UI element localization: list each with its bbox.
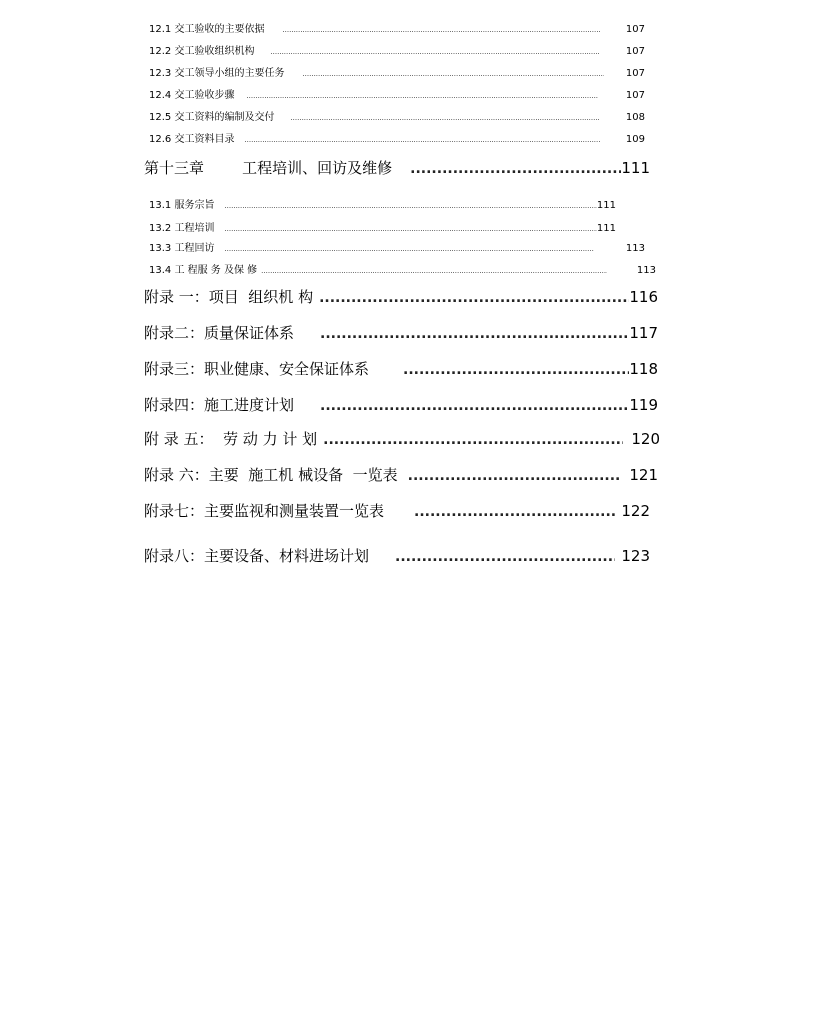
toc-leader-dots: [282, 26, 599, 34]
toc-appendix-2[interactable]: [144, 322, 658, 343]
toc-entry-12-6[interactable]: [149, 130, 645, 145]
toc-entry-12-1[interactable]: [149, 20, 645, 35]
toc-leader-dots: [224, 245, 593, 253]
toc-entry-13-1[interactable]: [149, 196, 616, 211]
toc-page-number: 122: [621, 502, 650, 520]
toc-page-number: 120: [631, 430, 660, 448]
toc-appendix-7[interactable]: [144, 500, 650, 521]
toc-leader-dots: [414, 504, 615, 520]
toc-leader-dots: [323, 432, 623, 448]
toc-leader-dots: [290, 114, 599, 122]
toc-appendix-4[interactable]: [144, 394, 658, 415]
toc-leader-dots: [319, 290, 629, 306]
toc-leader-dots: [410, 161, 621, 177]
toc-entry-12-3[interactable]: [149, 64, 645, 79]
toc-page-number: 107: [625, 90, 645, 101]
toc-appendix-6[interactable]: [144, 464, 658, 485]
toc-appendix-5[interactable]: [144, 428, 660, 449]
toc-appendix-label: 附录二：质量保证体系: [144, 324, 295, 342]
toc-appendix-label: 附录四：施工进度计划: [144, 396, 295, 414]
toc-appendix-label: 附录 一：项目 组织机 构: [144, 288, 314, 306]
toc-entry-12-4[interactable]: [149, 86, 645, 101]
toc-page-number: 111: [596, 223, 616, 234]
toc-appendix-label: 附录 六：主要 施工机 械设备 一览表: [144, 466, 398, 484]
toc-page-number: 117: [629, 324, 658, 342]
toc-entry-label: 12.6 交工资料目录: [149, 134, 235, 145]
toc-page-number: 109: [625, 134, 645, 145]
toc-entry-label: 12.4 交工验收步骤: [149, 90, 235, 101]
toc-page-number: 123: [621, 547, 650, 565]
toc-entry-label: 12.1 交工验收的主要依据: [149, 24, 265, 35]
toc-leader-dots: [270, 48, 599, 56]
toc-leader-dots: [246, 92, 597, 100]
toc-entry-label: 12.3 交工领导小组的主要任务: [149, 68, 285, 79]
toc-appendix-1[interactable]: [144, 286, 658, 307]
toc-page-number: 107: [625, 46, 645, 57]
toc-appendix-3[interactable]: [144, 358, 658, 379]
toc-page-number: 107: [625, 24, 645, 35]
toc-appendix-label: 附 录 五： 劳 动 力 计 划: [144, 430, 318, 448]
toc-entry-12-5[interactable]: [149, 108, 645, 123]
toc-entry-label: 13.1 服务宗旨: [149, 200, 215, 211]
toc-leader-dots: [244, 136, 599, 144]
toc-page-number: 108: [625, 112, 645, 123]
toc-leader-dots: [320, 398, 629, 414]
toc-page-number: 111: [621, 159, 650, 177]
toc-entry-13-4[interactable]: [149, 261, 656, 276]
toc-leader-dots: [261, 267, 607, 275]
toc-entry-13-3[interactable]: [149, 239, 645, 254]
toc-page-number: 113: [625, 243, 645, 254]
toc-page-number: 107: [625, 68, 645, 79]
toc-page-number: 119: [629, 396, 658, 414]
toc-chapter-label: 第十三章 工程培训、回访及维修: [144, 159, 393, 177]
toc-page-number: 111: [596, 200, 616, 211]
toc-entry-label: 13.3 工程回访: [149, 243, 215, 254]
toc-entry-label: 12.5 交工资料的编制及交付: [149, 112, 275, 123]
toc-appendix-label: 附录八：主要设备、材料进场计划: [144, 547, 370, 565]
toc-leader-dots: [224, 202, 596, 210]
toc-entry-label: 12.2 交工验收组织机构: [149, 46, 255, 57]
toc-appendix-8[interactable]: [144, 545, 650, 566]
toc-leader-dots: [302, 70, 603, 78]
toc-page-number: 118: [629, 360, 658, 378]
toc-entry-12-2[interactable]: [149, 42, 645, 57]
toc-appendix-label: 附录三：职业健康、安全保证体系: [144, 360, 370, 378]
toc-leader-dots: [403, 362, 629, 378]
toc-leader-dots: [224, 225, 596, 233]
toc-entry-label: 13.4 工 程服 务 及保 修: [149, 265, 258, 276]
toc-entry-13-2[interactable]: [149, 219, 616, 234]
toc-page-number: 121: [629, 466, 658, 484]
toc-appendix-label: 附录七：主要监视和测量装置一览表: [144, 502, 385, 520]
toc-entry-label: 13.2 工程培训: [149, 223, 215, 234]
toc-leader-dots: [395, 549, 615, 565]
toc-page-number: 116: [629, 288, 658, 306]
toc-chapter-13[interactable]: [144, 157, 650, 178]
toc-leader-dots: [408, 468, 622, 484]
toc-leader-dots: [320, 326, 629, 342]
toc-page-number: 113: [636, 265, 656, 276]
